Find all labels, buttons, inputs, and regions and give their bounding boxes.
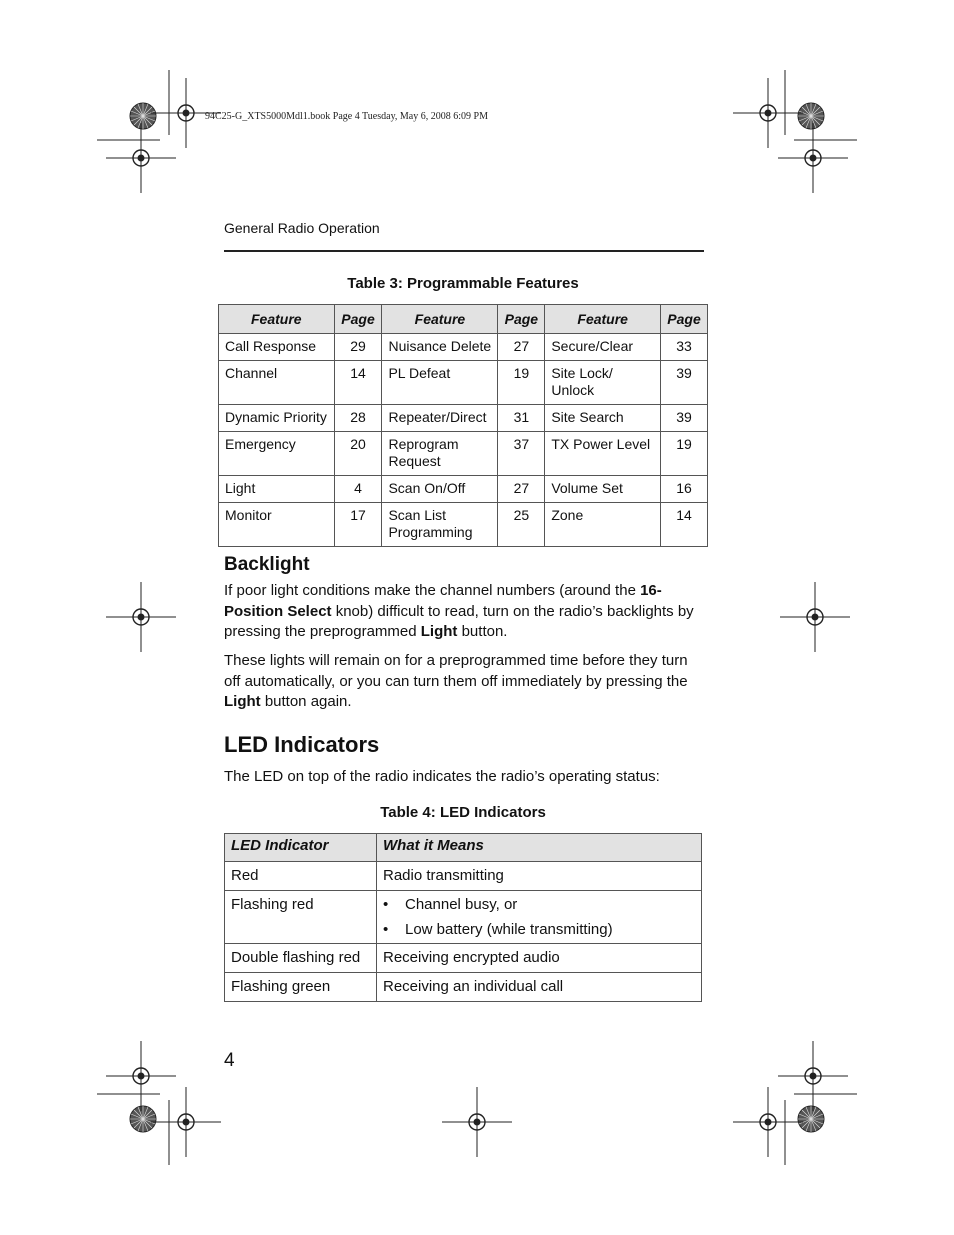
table-row: [225, 944, 702, 973]
led-indicator-cell: Flashing red: [225, 891, 377, 944]
feature-cell: Light: [219, 476, 335, 503]
column-header: LED Indicator: [225, 834, 377, 862]
led-intro: The LED on top of the radio indicates the radio’s operating status:: [224, 768, 660, 785]
meaning-bullet-list: [383, 896, 695, 939]
programmable-features-table: [218, 304, 708, 547]
column-header: Page: [498, 305, 545, 334]
feature-cell: Dynamic Priority: [219, 405, 335, 432]
button-name: Light: [420, 623, 458, 640]
table4-caption: Table 4: LED Indicators: [380, 804, 546, 821]
table-row: [219, 334, 708, 361]
column-header: Page: [661, 305, 708, 334]
feature-cell: Site Lock/ Unlock: [545, 361, 661, 405]
backlight-heading: Backlight: [224, 554, 310, 575]
table-row: [219, 503, 708, 547]
meaning-cell: Receiving an individual call: [377, 973, 702, 1002]
table-header-row: [225, 834, 702, 862]
table-row: [219, 361, 708, 405]
text-run: button again.: [260, 693, 352, 710]
table-row: [219, 432, 708, 476]
feature-cell: Scan List Programming: [382, 503, 498, 547]
table-row: [219, 405, 708, 432]
page-cell: 39: [661, 361, 708, 405]
page-cell: 39: [661, 405, 708, 432]
feature-cell: Site Search: [545, 405, 661, 432]
feature-cell: Channel: [219, 361, 335, 405]
text-run: knob) difficult to read, turn on the radio’s backlights by pressing the preprogrammed: [224, 602, 694, 640]
feature-cell: Monitor: [219, 503, 335, 547]
column-header: Feature: [219, 305, 335, 334]
backlight-paragraph-1: [224, 581, 704, 643]
table-row: [219, 476, 708, 503]
text-run: If poor light conditions make the channel numbers (around the: [224, 582, 641, 599]
page-cell: 31: [498, 405, 545, 432]
feature-cell: Repeater/Direct: [382, 405, 498, 432]
feature-cell: Emergency: [219, 432, 335, 476]
feature-cell: Nuisance Delete: [382, 334, 498, 361]
knob-name: 16-Position Select: [224, 582, 662, 620]
feature-cell: TX Power Level: [545, 432, 661, 476]
table-row: [225, 973, 702, 1002]
feature-cell: Reprogram Request: [382, 432, 498, 476]
feature-cell: Volume Set: [545, 476, 661, 503]
table-row: [225, 862, 702, 891]
page-cell: 37: [498, 432, 545, 476]
feature-cell: PL Defeat: [382, 361, 498, 405]
feature-cell: Secure/Clear: [545, 334, 661, 361]
running-head: General Radio Operation: [224, 220, 380, 236]
led-indicators-heading: LED Indicators: [224, 732, 380, 757]
led-indicator-cell: Flashing green: [225, 973, 377, 1002]
meaning-cell: Receiving encrypted audio: [377, 944, 702, 973]
feature-cell: Scan On/Off: [382, 476, 498, 503]
page-cell: 33: [661, 334, 708, 361]
bullet-item: • Channel busy, or: [383, 896, 695, 914]
led-indicators-table: [224, 833, 702, 1002]
page-cell: 14: [661, 503, 708, 547]
led-indicator-cell: Double flashing red: [225, 944, 377, 973]
column-header: What it Means: [377, 834, 702, 862]
page-cell: 20: [334, 432, 382, 476]
page-cell: 17: [334, 503, 382, 547]
text-run: These lights will remain on for a preprogrammed time before they turn off automatically, or you can turn them off immediately by pressing the: [224, 652, 688, 690]
page-cell: 4: [334, 476, 382, 503]
meaning-cell: [377, 891, 702, 944]
feature-cell: Zone: [545, 503, 661, 547]
table-row: [225, 891, 702, 944]
bullet-item: • Low battery (while transmitting): [383, 921, 695, 939]
page-cell: 25: [498, 503, 545, 547]
column-header: Feature: [545, 305, 661, 334]
column-header: Feature: [382, 305, 498, 334]
button-name: Light: [224, 693, 261, 710]
table-header-row: [219, 305, 708, 334]
book-slug: 94C25-G_XTS5000Mdl1.book Page 4 Tuesday, May 6, 2008 6:09 PM: [205, 111, 488, 122]
backlight-paragraph-2: [224, 651, 704, 713]
page-cell: 27: [498, 476, 545, 503]
page-number: 4: [224, 1050, 235, 1071]
column-header: Page: [334, 305, 382, 334]
led-indicator-cell: Red: [225, 862, 377, 891]
page-cell: 16: [661, 476, 708, 503]
meaning-cell: Radio transmitting: [377, 862, 702, 891]
page-cell: 29: [334, 334, 382, 361]
page-cell: 19: [661, 432, 708, 476]
page-cell: 27: [498, 334, 545, 361]
feature-cell: Call Response: [219, 334, 335, 361]
page-cell: 14: [334, 361, 382, 405]
table3-caption: Table 3: Programmable Features: [347, 275, 579, 292]
header-rule: [224, 250, 704, 252]
page-cell: 19: [498, 361, 545, 405]
text-run: button.: [457, 623, 508, 640]
page-cell: 28: [334, 405, 382, 432]
